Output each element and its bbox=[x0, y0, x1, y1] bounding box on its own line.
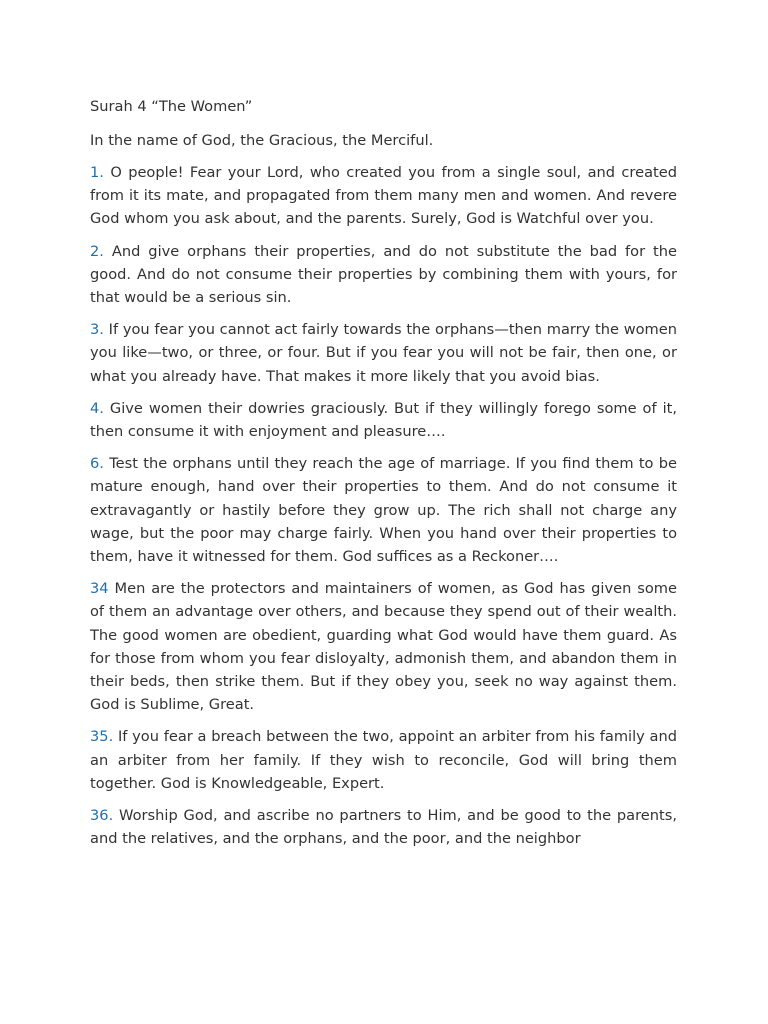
verse bbox=[90, 725, 677, 795]
verse-text: If you fear a breach between the two, appoint an arbiter from his family and an arbiter from her family. If they wish to reconcile, God will bring them together. God is Knowledgeable, Expert. bbox=[90, 728, 677, 792]
verse-text: If you fear you cannot act fairly towards the orphans—then marry the women you like—two, or three, or four. But if you fear you will not be fair, then one, or what you already have. That makes it more likely that you avoid bias. bbox=[90, 321, 677, 385]
verse bbox=[90, 318, 677, 388]
verse-number: 6. bbox=[90, 455, 104, 473]
verse-number: 4. bbox=[90, 399, 104, 417]
verse-text: O people! Fear your Lord, who created you from a single soul, and created from it its mate, and propagated from them many men and women. And revere God whom you ask about, and the parents. Surely, God is Watchful over you. bbox=[90, 164, 677, 228]
verse-text: Worship God, and ascribe no partners to Him, and be good to the parents, and the relatives, and the orphans, and the poor, and the neighbor bbox=[90, 807, 678, 848]
verse bbox=[90, 240, 677, 310]
verse bbox=[90, 452, 677, 568]
verse-number: 2. bbox=[90, 242, 104, 260]
verse-text: And give orphans their properties, and do not substitute the bad for the good. And do not consume their properties by combining them with yours, for that would be a serious sin. bbox=[90, 242, 677, 307]
document-page bbox=[90, 95, 677, 859]
surah-title: Surah 4 “The Women” bbox=[90, 98, 253, 115]
verse bbox=[90, 577, 677, 716]
verse-text: Test the orphans until they reach the age of marriage. If you find them to be mature enough, hand over their properties to them. And do not consume it extravagantly or hastily before they grow up. The rich shall not charge any wage, but the poor may charge fairly. When you hand over their properties to them, have it witnessed for them. God suffices as a Reckoner…. bbox=[90, 455, 677, 566]
verse bbox=[90, 397, 677, 443]
verse bbox=[90, 161, 677, 231]
invocation: In the name of God, the Gracious, the Merciful. bbox=[90, 132, 434, 149]
verse-number: 35. bbox=[90, 728, 114, 746]
verse-number: 34 bbox=[90, 580, 109, 598]
verse-text: Give women their dowries graciously. But if they willingly forego some of it, then consume it with enjoyment and pleasure…. bbox=[90, 399, 677, 441]
verse-number: 3. bbox=[90, 321, 104, 339]
verse bbox=[90, 804, 677, 850]
verse-number: 36. bbox=[90, 807, 114, 825]
verse-number: 1. bbox=[90, 164, 104, 181]
verse-text: Men are the protectors and maintainers of women, as God has given some of them an advantage over others, and because they spend out of their wealth. The good women are obedient, guarding what God would have them guard. As for those from whom you fear disloyalty, admonish them, and abandon them in their beds, then strike them. But if they obey you, seek no way against them. God is Sublime, Great. bbox=[90, 580, 677, 714]
